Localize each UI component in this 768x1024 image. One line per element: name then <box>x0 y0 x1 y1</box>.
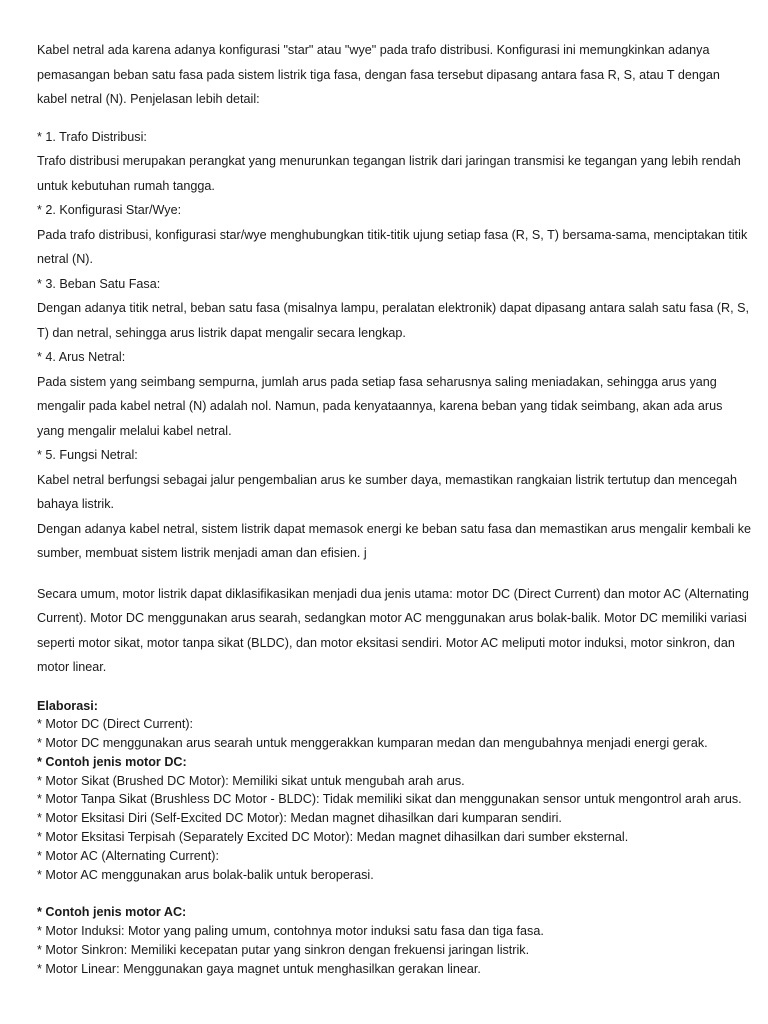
ac-example-item: * Motor Induksi: Motor yang paling umum, contohnya motor induksi satu fasa dan tiga fasa. <box>37 924 544 939</box>
intro-paragraph: Kabel netral ada karena adanya konfigurasi "star" atau "wye" pada trafo distribusi. Konfigurasi ini memungkinkan adanya pemasangan beban satu fasa pada sistem listrik tiga fasa, dengan fasa tersebut dipasang antara fasa R, S, atau T dengan kabel netral (N). Penjelasan lebih detail: <box>37 43 720 106</box>
dc-example-item: * Motor Sikat (Brushed DC Motor): Memiliki sikat untuk mengubah arah arus. <box>37 773 465 788</box>
motor-intro-paragraph: Secara umum, motor listrik dapat diklasifikasikan menjadi dua jenis utama: motor DC (Direct Current) dan motor AC (Alternating Current). Motor DC menggunakan arus searah, sedangkan motor AC menggunakan arus bolak-balik. Motor DC memiliki variasi seperti motor sikat, motor tanpa sikat (BLDC), dan motor eksitasi sendiri. Motor AC meliputi motor induksi, motor sinkron, dan motor linear. <box>37 586 749 674</box>
dc-example-item: * Motor Eksitasi Terpisah (Separately Excited DC Motor): Medan magnet dihasilkan dari sumber eksternal. <box>37 830 629 845</box>
point-2-body: Pada trafo distribusi, konfigurasi star/wye menghubungkan titik-titik ujung setiap fasa (R, S, T) bersama-sama, menciptakan titik netral (N). <box>37 227 748 266</box>
elaboration-section <box>37 697 753 979</box>
neutral-cable-section <box>37 38 753 566</box>
ac-example-item: * Motor Sinkron: Memiliki kecepatan putar yang sinkron dengan frekuensi jaringan listrik. <box>37 942 530 957</box>
point-2-heading: * 2. Konfigurasi Star/Wye: <box>37 203 182 217</box>
ac-examples-title: * Contoh jenis motor AC: <box>37 905 187 920</box>
dc-example-item: * Motor Eksitasi Diri (Self-Excited DC Motor): Medan magnet dihasilkan dari kumparan sendiri. <box>37 811 562 826</box>
point-4-heading: * 4. Arus Netral: <box>37 350 126 364</box>
ac-motor-heading: * Motor AC (Alternating Current): <box>37 848 219 863</box>
dc-examples-title: * Contoh jenis motor DC: <box>37 754 187 769</box>
elaboration-title: Elaborasi: <box>37 698 98 713</box>
dc-example-item: * Motor Tanpa Sikat (Brushless DC Motor - BLDC): Tidak memiliki sikat dan menggunakan sensor untuk mengontrol arah arus. <box>37 792 742 807</box>
point-3-heading: * 3. Beban Satu Fasa: <box>37 276 161 291</box>
closing-paragraph: Dengan adanya kabel netral, sistem listrik dapat memasok energi ke beban satu fasa dan memastikan arus mengalir kembali ke sumber, membuat sistem listrik menjadi aman dan efisien. j <box>37 521 752 560</box>
motor-types-section <box>37 582 753 680</box>
ac-motor-body: * Motor AC menggunakan arus bolak-balik untuk beroperasi. <box>37 867 374 882</box>
point-1-heading: * 1. Trafo Distribusi: <box>37 129 147 144</box>
document-page <box>37 38 753 978</box>
point-3-body: Dengan adanya titik netral, beban satu fasa (misalnya lampu, peralatan elektronik) dapat dipasang antara salah satu fasa (R, S, T) dan netral, sehingga arus listrik dapat mengalir secara lengkap. <box>37 301 749 340</box>
point-5-body: Kabel netral berfungsi sebagai jalur pengembalian arus ke sumber daya, memastikan rangkaian listrik tertutup dan mencegah bahaya listrik. <box>37 472 738 511</box>
point-5-heading: * 5. Fungsi Netral: <box>37 448 138 462</box>
point-4-body: Pada sistem yang seimbang sempurna, jumlah arus pada setiap fasa seharusnya saling meniadakan, sehingga arus yang mengalir pada kabel netral (N) adalah nol. Namun, pada kenyataannya, karena beban yang tidak seimbang, akan ada arus yang mengalir melalui kabel netral. <box>37 374 723 438</box>
ac-example-item: * Motor Linear: Menggunakan gaya magnet untuk menghasilkan gerakan linear. <box>37 961 481 976</box>
dc-motor-heading: * Motor DC (Direct Current): <box>37 717 194 732</box>
dc-motor-body: * Motor DC menggunakan arus searah untuk menggerakkan kumparan medan dan mengubahnya menjadi energi gerak. <box>37 736 708 751</box>
point-1-body: Trafo distribusi merupakan perangkat yang menurunkan tegangan listrik dari jaringan transmisi ke tegangan yang lebih rendah untuk kebutuhan rumah tangga. <box>37 154 741 193</box>
